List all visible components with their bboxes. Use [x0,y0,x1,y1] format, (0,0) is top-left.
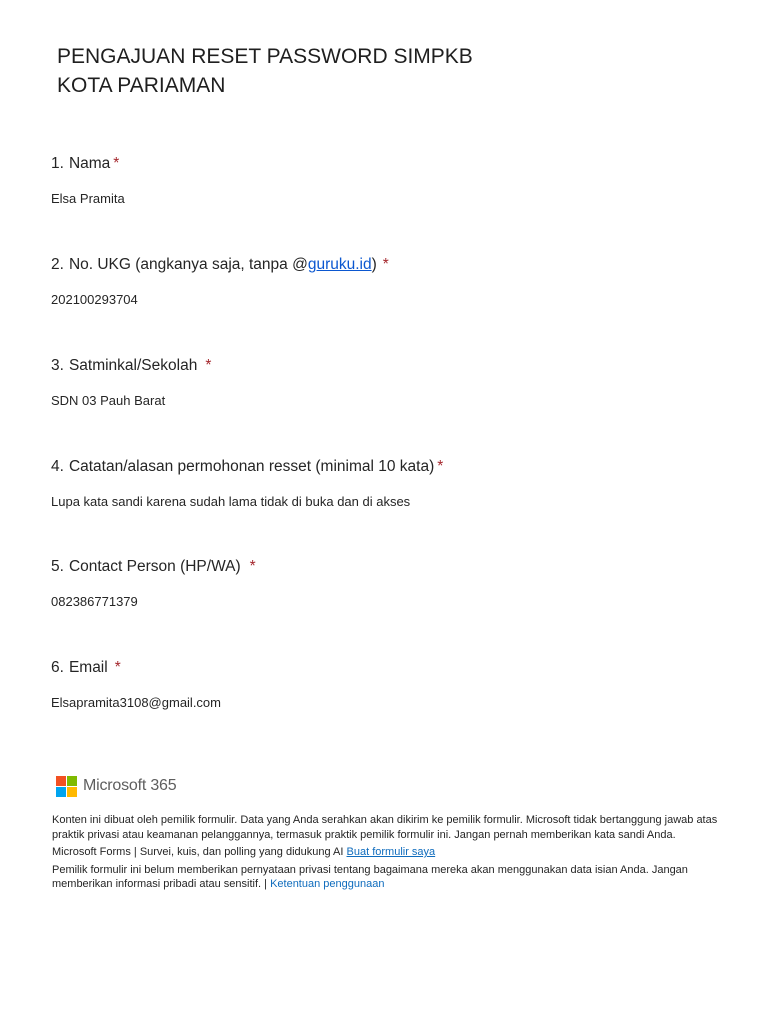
question-title-suffix: ) [371,256,377,273]
question-no-ukg [51,255,731,308]
question-number: 1. [51,155,64,172]
question-number: 4. [51,458,64,475]
question-email [51,658,731,711]
question-contact-person [51,557,731,610]
forms-tagline: | Survei, kuis, dan polling yang didukung AI [130,846,347,858]
question-title-prefix: No. UKG (angkanya saja, tanpa @ [68,256,308,273]
required-asterisk: * [114,659,121,676]
form-title [57,42,617,100]
question-label [51,154,731,174]
guruku-link[interactable]: guruku.id [307,256,372,273]
question-label [51,356,731,376]
forms-tagline-line [52,845,722,860]
question-label [51,457,731,477]
question-title: Nama [68,155,111,172]
question-number: 5. [51,558,64,575]
microsoft-365-logo [52,775,722,797]
privacy-note: Pemilik formulir ini belum memberikan pernyataan privasi tentang bagaimana mereka akan menggunakan data isian Anda. Jangan memberikan informasi pribadi atau sensitif. | [52,863,688,890]
answer-contact-person: 082386771379 [51,594,138,609]
question-number: 3. [51,357,64,374]
question-number: 2. [51,256,64,273]
answer-email: Elsapramita3108@gmail.com [51,695,221,710]
forms-name: Microsoft Forms [52,846,131,858]
question-title: Satminkal/Sekolah [68,357,198,374]
terms-of-use-link[interactable]: Ketentuan penggunaan [270,878,385,890]
question-number: 6. [51,659,64,676]
question-satminkal [51,356,731,409]
required-asterisk: * [249,558,256,575]
question-label [51,658,731,678]
footer-disclaimer: Konten ini dibuat oleh pemilik formulir. Data yang Anda serahkan akan dikirim ke pemilik formulir. Microsoft tidak bertanggung jawab atas praktik privasi atau keamanan pelanggannya, termasuk praktik pemilik formulir ini. Jangan pernah memberikan kata sandi Anda. [52,814,718,841]
form-footer [52,775,722,892]
question-title: Contact Person (HP/WA) [68,558,241,575]
required-asterisk: * [113,155,120,172]
answer-satminkal: SDN 03 Pauh Barat [51,393,166,408]
question-title: Catatan/alasan permohonan resset (minimal 10 kata) [68,458,435,475]
required-asterisk: * [382,256,389,273]
required-asterisk: * [205,357,212,374]
answer-catatan: Lupa kata sandi karena sudah lama tidak di buka dan di akses [51,494,411,509]
required-asterisk: * [437,458,444,475]
question-catatan [51,457,731,510]
question-label [51,557,731,577]
question-title: Email [68,659,108,676]
create-form-link[interactable]: Buat formulir saya [346,846,436,858]
answer-no-ukg: 202100293704 [51,292,138,307]
question-nama [51,154,731,207]
microsoft-logo-icon [56,776,77,797]
privacy-note-line [52,863,722,892]
form-title-line-1: PENGAJUAN RESET PASSWORD SIMPKB [57,45,473,68]
form-title-line-2: KOTA PARIAMAN [57,74,226,97]
question-label [51,255,731,275]
answer-nama: Elsa Pramita [51,191,125,206]
brand-name: Microsoft 365 [83,777,177,794]
